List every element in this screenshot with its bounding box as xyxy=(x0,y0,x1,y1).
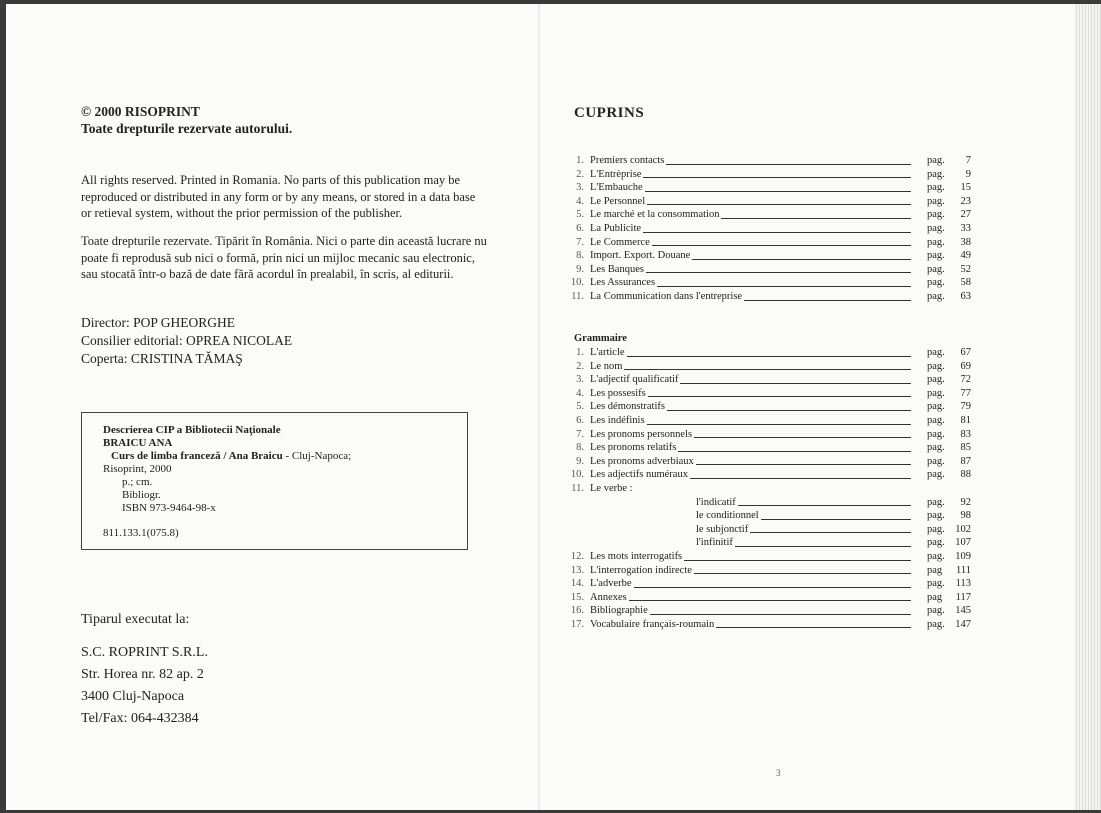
toc-entry-number: 16. xyxy=(570,605,584,617)
toc-entry-number: 10. xyxy=(570,469,584,481)
toc-entry xyxy=(566,387,971,401)
toc-entry-pag: pag. xyxy=(927,414,945,426)
cover-credit: Coperta: CRISTINA TĂMAŞ xyxy=(81,351,243,366)
toc-entry xyxy=(566,222,971,236)
leader-line xyxy=(590,356,911,357)
left-page xyxy=(6,4,542,810)
toc-entry-pag: pag. xyxy=(927,469,945,481)
toc-entry-number: 11. xyxy=(571,290,584,302)
toc-entry-pag: pag. xyxy=(927,222,945,234)
toc-entry-number: 13. xyxy=(570,564,584,576)
toc-entry-title: Les démonstratifs xyxy=(590,401,665,413)
toc-entry-pag: pag. xyxy=(927,360,945,372)
toc-entry xyxy=(566,290,971,304)
page-number: 3 xyxy=(776,768,781,778)
toc-entry-page: 72 xyxy=(960,374,971,386)
toc-entry xyxy=(566,428,971,442)
toc-entry-page: 92 xyxy=(960,496,971,508)
cip-work-line xyxy=(103,450,351,463)
toc-entry-title: Les pronoms personnels xyxy=(590,428,693,440)
toc-entry-number: 1. xyxy=(576,155,584,166)
toc-entry-pag: pag. xyxy=(927,537,945,549)
printer-city: 3400 Cluj-Napoca xyxy=(81,689,185,704)
toc-entry-number: 6. xyxy=(576,222,584,234)
text-line: reproduced or distributed in any form or by any means, or stored in a data base xyxy=(81,189,476,204)
toc-entry-page: 67 xyxy=(960,347,971,358)
toc-entry-number: 7. xyxy=(576,428,584,440)
toc-entry-pag: pag. xyxy=(927,442,945,454)
toc-entry-pag: pag. xyxy=(927,195,945,207)
toc-entry-number: 9. xyxy=(576,455,584,467)
toc-entry xyxy=(566,468,971,482)
toc-entry-title: Les possesifs xyxy=(590,387,646,399)
rights-romanian-paragraph xyxy=(81,233,537,283)
cip-detail: Bibliogr. xyxy=(122,489,161,501)
printed-at-label: Tiparul executat la: xyxy=(81,612,190,627)
toc-entry-number: 3. xyxy=(576,182,584,194)
text-line: poate fi reprodusă sub nici o formă, prin nici un mijloc mecanic sau electronic, xyxy=(81,250,475,265)
toc-entry-number: 2. xyxy=(576,168,584,180)
toc-entry-pag: pag. xyxy=(927,605,945,617)
cip-classification: 811.133.1(075.8) xyxy=(103,527,179,539)
toc-entry xyxy=(566,591,971,605)
toc-entry-number: 14. xyxy=(570,578,584,590)
toc-entry-pag: pag. xyxy=(927,523,945,535)
toc-entry-number: 1. xyxy=(576,347,584,358)
toc-entry-title: La Communication dans l'entreprise xyxy=(590,290,743,302)
toc-entry xyxy=(566,154,971,168)
toc-section-grammar xyxy=(566,346,971,631)
toc-entry xyxy=(566,618,971,632)
toc-entry xyxy=(566,441,971,455)
toc-entry xyxy=(566,181,971,195)
toc-entry-page: 27 xyxy=(960,209,971,221)
toc-entry-title: Le marché et la consommation xyxy=(590,209,720,221)
cip-detail: p.; cm. xyxy=(122,476,153,488)
toc-entry-number: 7. xyxy=(576,236,584,248)
toc-entry-pag: pag. xyxy=(927,510,945,522)
toc-entry-title: Le verbe : xyxy=(590,482,633,494)
toc-entry-number: 10. xyxy=(570,277,584,289)
page-edges xyxy=(1074,4,1101,810)
toc-entry-page: 98 xyxy=(960,510,971,522)
leader-line xyxy=(590,369,911,370)
text-line: sau stocată într-o bază de date fără acordul în prealabil, în scris, al editurii. xyxy=(81,267,454,281)
toc-entry-title: le conditionnel xyxy=(696,510,759,522)
toc-entry-page: 88 xyxy=(960,469,971,481)
toc-entry-number: 17. xyxy=(570,618,584,630)
toc-entry-page: 81 xyxy=(960,414,971,426)
printer-name: S.C. ROPRINT S.R.L. xyxy=(81,645,208,660)
toc-entry-page: 102 xyxy=(955,523,971,535)
cip-title: Descrierea CIP a Bibliotecii Naţionale xyxy=(103,424,281,436)
toc-entry-title: Les Assurances xyxy=(590,277,656,289)
toc-entry-title: le subjonctif xyxy=(696,523,749,535)
toc-entry-pag: pag xyxy=(927,591,943,603)
toc-entry-page: 7 xyxy=(965,155,971,166)
toc-entry-page: 109 xyxy=(955,550,971,562)
toc-entry-pag: pag. xyxy=(927,387,945,399)
toc-entry-pag: pag. xyxy=(927,155,945,166)
toc-entry-page: 63 xyxy=(960,290,971,302)
toc-entry-title: Les mots interrogatifs xyxy=(590,550,683,562)
editor-credit: Consilier editorial: OPREA NICOLAE xyxy=(81,333,293,348)
toc-entry-page: 69 xyxy=(960,360,971,372)
toc-entry-title: L'interrogation indirecte xyxy=(590,564,692,576)
toc-entry-number: 5. xyxy=(576,209,584,221)
toc-entry-pag: pag. xyxy=(927,236,945,248)
toc-entry-page: 23 xyxy=(960,195,971,207)
cip-box xyxy=(81,412,468,550)
rights-english-paragraph xyxy=(81,172,537,222)
toc-entry-title: L'Entrèprise xyxy=(590,168,642,180)
toc-entry-pag: pag. xyxy=(927,401,945,413)
toc-entry-title: La Publicite xyxy=(590,222,642,234)
toc-entry-page: 79 xyxy=(960,401,971,413)
toc-entry-page: 83 xyxy=(960,428,971,440)
printer-address xyxy=(81,642,208,730)
toc-entry-title: Annexes xyxy=(590,591,627,603)
toc-entry-title: Le Personnel xyxy=(590,195,646,207)
copyright-block xyxy=(81,103,292,137)
toc-entry-title: Les pronoms adverbiaux xyxy=(590,455,694,467)
toc-entry-page: 49 xyxy=(960,250,971,262)
toc-entry-title: Le Commerce xyxy=(590,236,650,248)
toc-entry xyxy=(566,577,971,591)
toc-entry-page: 113 xyxy=(955,578,971,590)
toc-entry-title: Les Banques xyxy=(590,263,644,275)
toc-entry-pag: pag. xyxy=(927,496,945,508)
toc-entry-pag: pag. xyxy=(927,168,945,180)
toc-entry xyxy=(566,564,971,578)
text-line: or retieval system, without the prior permission of the publisher. xyxy=(81,206,403,220)
toc-entry-number: 5. xyxy=(576,401,584,413)
toc-entry-page: 107 xyxy=(955,537,971,549)
toc-entry-number: 4. xyxy=(576,387,584,399)
toc-entry-page: 111 xyxy=(956,564,971,576)
toc-entry-pag: pag. xyxy=(927,209,945,221)
toc-entry xyxy=(566,263,971,277)
toc-entry-page: 145 xyxy=(955,605,971,617)
toc-section-chapters xyxy=(566,154,971,304)
toc-entry-pag: pag. xyxy=(927,578,945,590)
toc-entry xyxy=(566,482,971,496)
toc-entry-page: 15 xyxy=(960,182,971,194)
toc-entry-page: 77 xyxy=(960,387,971,399)
toc-entry xyxy=(566,496,971,510)
staff-credits xyxy=(81,314,292,368)
toc-entry-title: L'article xyxy=(590,347,625,358)
toc-entry-title: Les adjectifs numéraux xyxy=(590,469,688,481)
toc-entry-page: 147 xyxy=(955,618,971,630)
toc-entry-number: 6. xyxy=(576,414,584,426)
toc-entry-pag: pag. xyxy=(927,250,945,262)
toc-entry-title: Le nom xyxy=(590,360,623,372)
toc-entry-pag: pag. xyxy=(927,347,945,358)
toc-entry-pag: pag. xyxy=(927,455,945,467)
toc-entry xyxy=(566,414,971,428)
toc-entry-pag: pag xyxy=(927,564,943,576)
toc-entry-title: L'adjectif qualificatif xyxy=(590,374,679,386)
toc-entry xyxy=(566,195,971,209)
toc-entry-title: Les pronoms relatifs xyxy=(590,442,677,454)
text-line: Toate drepturile rezervate. Tipărit în România. Nici o parte din această lucrare nu xyxy=(81,234,487,248)
toc-entry-page: 9 xyxy=(965,168,971,180)
toc-entry-number: 11. xyxy=(571,482,584,494)
toc-entry-title: l'infinitif xyxy=(696,537,733,549)
toc-entry-title: Import. Export. Douane xyxy=(590,250,691,262)
toc-entry-page: 58 xyxy=(960,277,971,289)
toc-entry-pag: pag. xyxy=(927,550,945,562)
leader-line xyxy=(590,587,911,588)
toc-entry-pag: pag. xyxy=(927,277,945,289)
cip-author: BRAICU ANA xyxy=(103,437,173,449)
toc-entry-number: 8. xyxy=(576,250,584,262)
toc-entry-pag: pag. xyxy=(927,182,945,194)
cip-work-title: Curs de limba franceză / Ana Braicu xyxy=(111,450,283,462)
toc-entry-title: L'adverbe xyxy=(590,578,632,590)
toc-entry-number: 15. xyxy=(570,591,584,603)
toc-entry-page: 85 xyxy=(960,442,971,454)
copyright-line: © 2000 RISOPRINT xyxy=(81,104,200,119)
right-page xyxy=(544,4,1074,810)
toc-entry-page: 33 xyxy=(960,222,971,234)
cip-work-place: - Cluj-Napoca; xyxy=(282,450,352,462)
contents-title: CUPRINS xyxy=(574,105,645,121)
toc-entry-number: 3. xyxy=(576,374,584,386)
toc-entry-page: 87 xyxy=(960,455,971,467)
toc-entry xyxy=(566,373,971,387)
cip-isbn: ISBN 973-9464-98-x xyxy=(122,502,216,514)
toc-entry-title: Bibliographie xyxy=(590,605,648,617)
toc-entry xyxy=(566,276,971,290)
printer-street: Str. Horea nr. 82 ap. 2 xyxy=(81,667,204,682)
toc-entry-title: Premiers contacts xyxy=(590,155,665,166)
toc-entry xyxy=(566,550,971,564)
toc-entry-number: 12. xyxy=(570,550,584,562)
rights-reserved-line: Toate drepturile rezervate autorului. xyxy=(81,121,293,136)
toc-entry-page: 117 xyxy=(955,591,971,603)
toc-entry xyxy=(566,168,971,182)
toc-entry-title: l'indicatif xyxy=(696,496,736,508)
toc-entry xyxy=(566,249,971,263)
toc-entry-pag: pag. xyxy=(927,263,945,275)
toc-entry xyxy=(566,536,971,550)
toc-entry xyxy=(566,346,971,360)
toc-entry xyxy=(566,236,971,250)
toc-entry-title: L'Embauche xyxy=(590,182,643,194)
toc-entry xyxy=(566,208,971,222)
toc-entry-pag: pag. xyxy=(927,428,945,440)
toc-entry-pag: pag. xyxy=(927,290,945,302)
toc-entry-title: Vocabulaire français-roumain xyxy=(590,618,715,630)
grammar-heading: Grammaire xyxy=(574,333,627,344)
toc-entry xyxy=(566,360,971,374)
toc-entry-pag: pag. xyxy=(927,374,945,386)
text-line: All rights reserved. Printed in Romania. No parts of this publication may be xyxy=(81,173,461,187)
toc-entry-title: Les indéfinis xyxy=(590,414,645,426)
toc-entry-number: 8. xyxy=(576,442,584,454)
toc-entry xyxy=(566,509,971,523)
toc-entry xyxy=(566,400,971,414)
toc-entry xyxy=(566,604,971,618)
toc-entry-page: 52 xyxy=(960,263,971,275)
toc-entry xyxy=(566,455,971,469)
cip-publisher: Risoprint, 2000 xyxy=(103,463,172,475)
toc-entry-number: 4. xyxy=(576,195,584,207)
leader-line xyxy=(590,600,911,601)
toc-entry-pag: pag. xyxy=(927,618,945,630)
director-credit: Director: POP GHEORGHE xyxy=(81,315,235,330)
toc-entry-number: 9. xyxy=(576,263,584,275)
toc-entry-number: 2. xyxy=(576,360,584,372)
toc-entry xyxy=(566,523,971,537)
printer-phone: Tel/Fax: 064-432384 xyxy=(81,711,199,726)
toc-entry-page: 38 xyxy=(960,236,971,248)
